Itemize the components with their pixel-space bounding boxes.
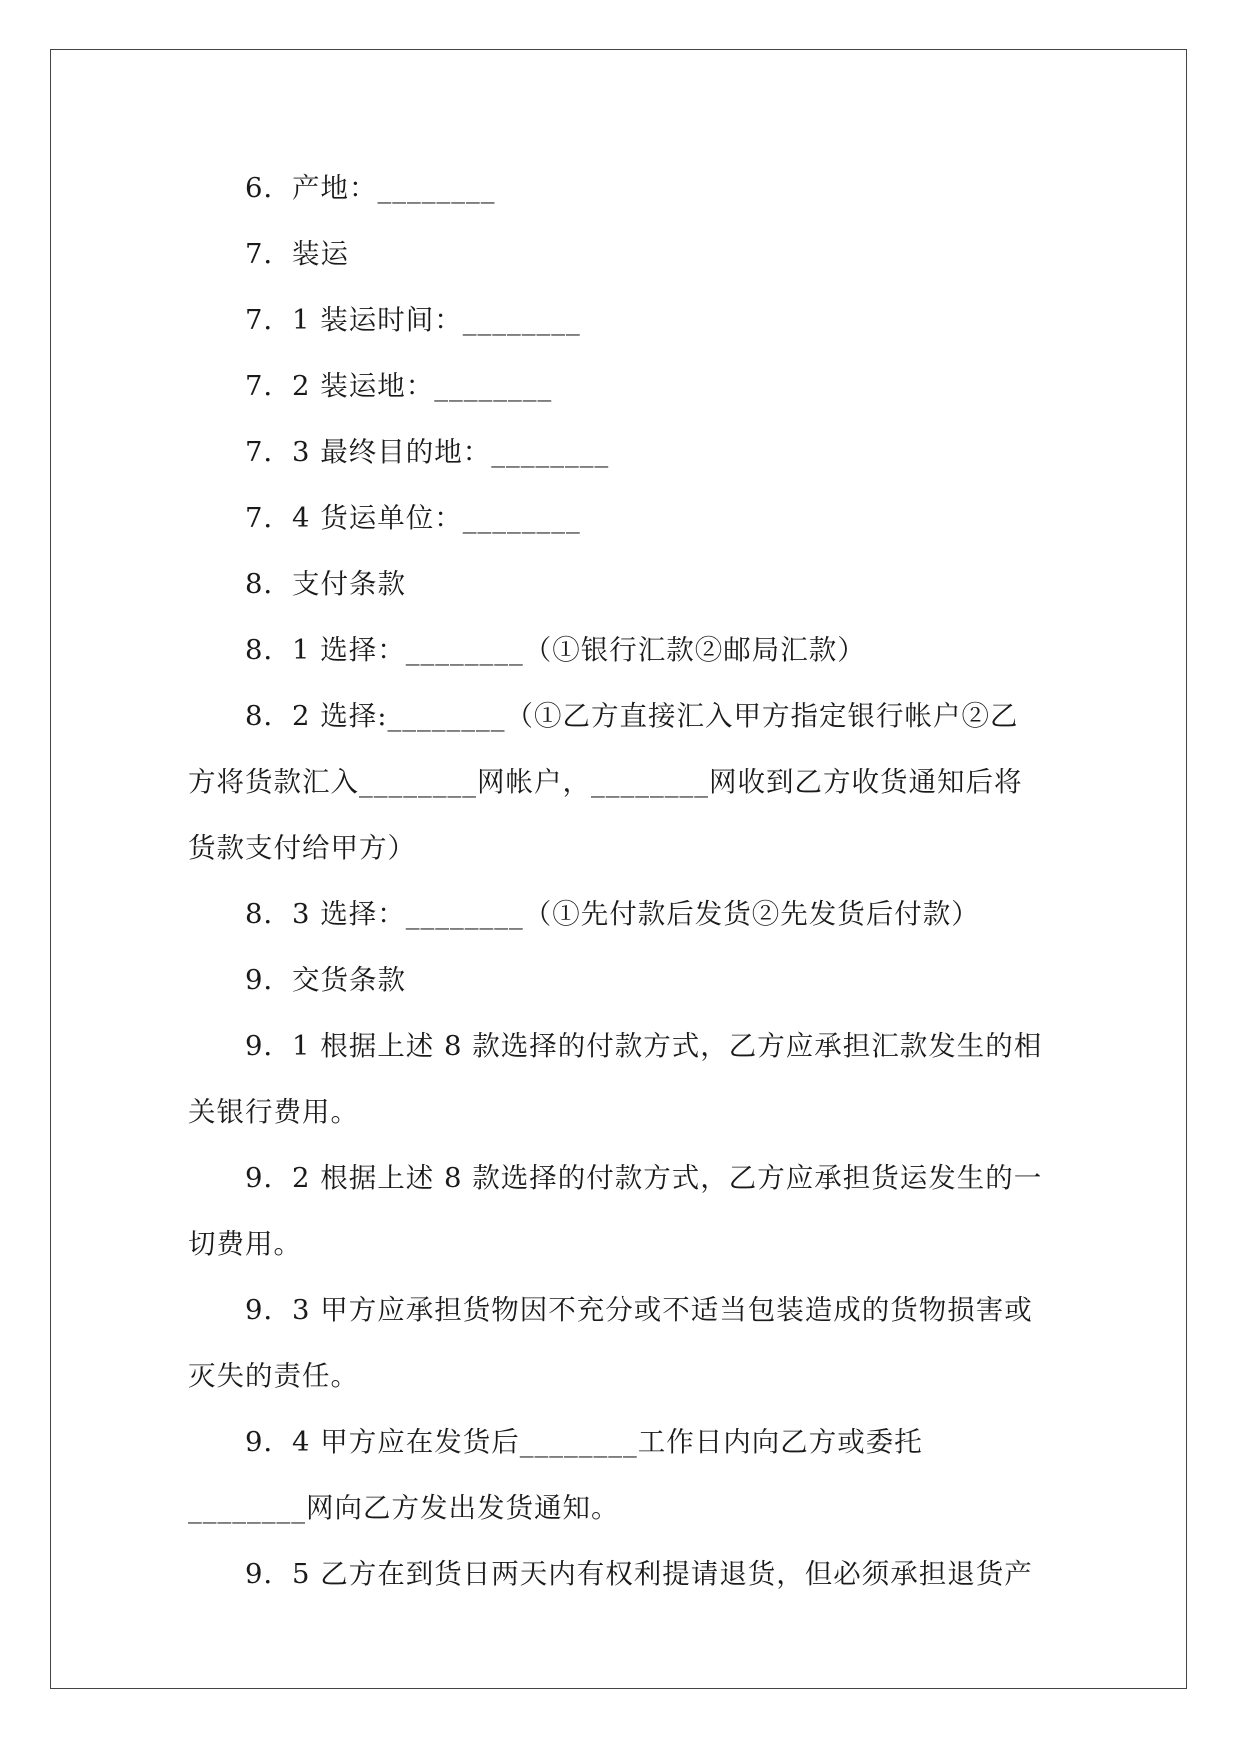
text-line: 8．3 选择：________（①先付款后发货②先发货后付款） (245, 898, 980, 930)
text-line: 8．1 选择：________（①银行汇款②邮局汇款） (245, 634, 866, 666)
section-heading: 8．支付条款 (245, 568, 406, 600)
text-line: 7．2 装运地：________ (245, 370, 553, 402)
text-line: 9．5 乙方在到货日两天内有权利提请退货，但必须承担退货产 (245, 1558, 1033, 1590)
text-line: 7．1 装运时间：________ (245, 304, 581, 336)
text-line: 灭失的责任。 (188, 1360, 359, 1392)
text-line: 8．2 选择:________（①乙方直接汇入甲方指定银行帐户②乙 (245, 700, 1019, 732)
text-line: 方将货款汇入________网帐户，________网收到乙方收货通知后将 (188, 766, 1023, 798)
text-line: 货款支付给甲方） (188, 832, 416, 864)
text-line: 6．产地：________ (245, 172, 496, 204)
text-line: 7．4 货运单位：________ (245, 502, 581, 534)
text-line: 7．3 最终目的地：________ (245, 436, 610, 468)
text-line: 9．3 甲方应承担货物因不充分或不适当包装造成的货物损害或 (245, 1294, 1033, 1326)
section-heading: 9．交货条款 (245, 964, 406, 996)
document-body (188, 155, 1048, 1607)
section-heading: 7．装运 (245, 238, 349, 270)
text-line: 9．2 根据上述 8 款选择的付款方式，乙方应承担货运发生的一 (245, 1162, 1043, 1194)
text-line: 9．1 根据上述 8 款选择的付款方式，乙方应承担汇款发生的相 (245, 1030, 1043, 1062)
text-line: 9．4 甲方应在发货后________工作日内向乙方或委托 (245, 1426, 923, 1458)
text-line: 切费用。 (188, 1228, 302, 1260)
text-line: ________网向乙方发出发货通知。 (188, 1492, 620, 1524)
text-line: 关银行费用。 (188, 1096, 359, 1128)
